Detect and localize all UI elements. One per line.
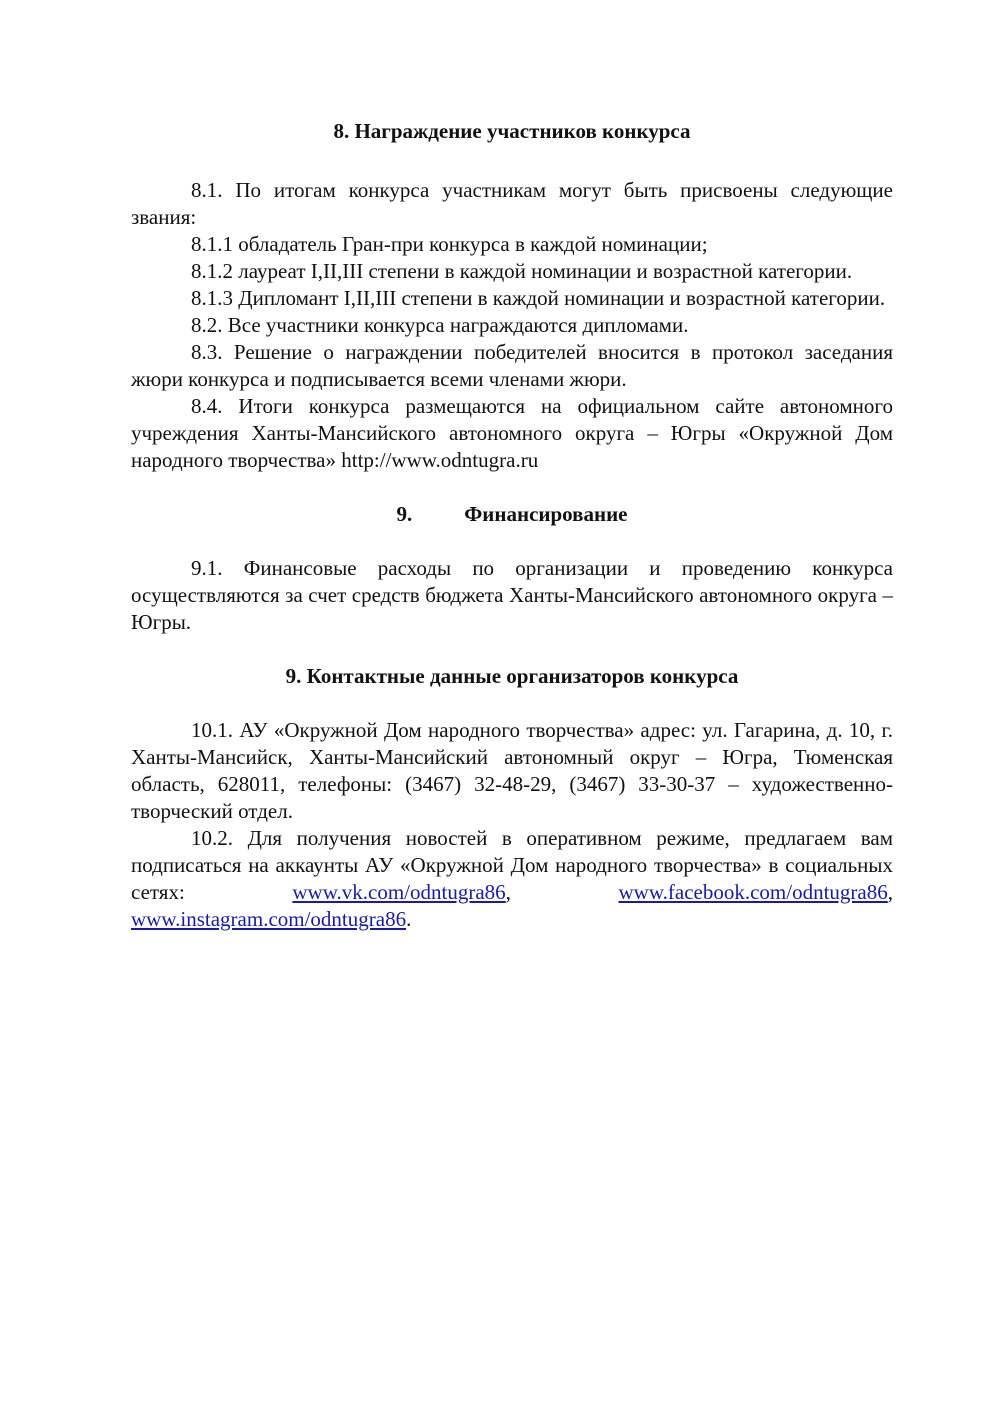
- document-page: [131, 118, 893, 933]
- paragraph-8-3: 8.3. Решение о награждении победителей вносится в протокол заседания жюри конкурса и подписывается всеми членами жюри.: [131, 340, 893, 391]
- facebook-link[interactable]: www.facebook.com/odntugra86: [618, 880, 888, 904]
- paragraph-9-1: 9.1. Финансовые расходы по организации и проведению конкурса осуществляются за счет средств бюджета Ханты-Мансийского автономного округа – Югры.: [131, 556, 893, 634]
- paragraph-8-4: 8.4. Итоги конкурса размещаются на официальном сайте автономного учреждения Ханты-Мансийского автономного округа – Югры «Окружной Дом народного творчества» http://www.odntugra.ru: [131, 394, 893, 472]
- paragraph-8-1-3: 8.1.3 Дипломант I,II,III степени в каждой номинации и возрастной категории.: [191, 286, 886, 310]
- section-8-heading: 8. Награждение участников конкурса: [333, 119, 691, 143]
- instagram-link[interactable]: www.instagram.com/odntugra86: [131, 907, 407, 931]
- section-9-title: Финансирование: [464, 502, 628, 526]
- vk-link[interactable]: www.vk.com/odntugra86: [292, 880, 506, 904]
- paragraph-10-1: 10.1. АУ «Окружной Дом народного творчества» адрес: ул. Гагарина, д. 10, г. Ханты-Мансийск, Ханты-Мансийский автономный округ – Югра, Тюменская область, 628011, телефоны: (3467) 32-48-29, (3467) 33-30-37 – художественно-творческий отдел.: [131, 718, 893, 823]
- paragraph-end: .: [406, 907, 412, 931]
- section-9-heading: [131, 501, 893, 528]
- paragraph-10-2: [131, 825, 893, 933]
- section-9-number: 9.: [396, 502, 413, 526]
- paragraph-8-1-2: 8.1.2 лауреат I,II,III степени в каждой номинации и возрастной категории.: [191, 259, 853, 283]
- paragraph-10-2-text: 10.2. Для получения новостей в оперативном режиме, предлагаем вам подписаться на аккаунты АУ «Окружной Дом народного творчества» в социальных сетях:: [131, 826, 893, 904]
- paragraph-8-2: 8.2. Все участники конкурса награждаются дипломами.: [191, 313, 689, 337]
- section-10-heading: 9. Контактные данные организаторов конкурса: [285, 664, 739, 688]
- paragraph-8-1: 8.1. По итогам конкурса участникам могут быть присвоены следующие звания:: [131, 178, 893, 229]
- link-separator: ,: [505, 880, 619, 904]
- link-separator: ,: [887, 880, 893, 904]
- paragraph-8-1-1: 8.1.1 обладатель Гран-при конкурса в каждой номинации;: [191, 232, 708, 256]
